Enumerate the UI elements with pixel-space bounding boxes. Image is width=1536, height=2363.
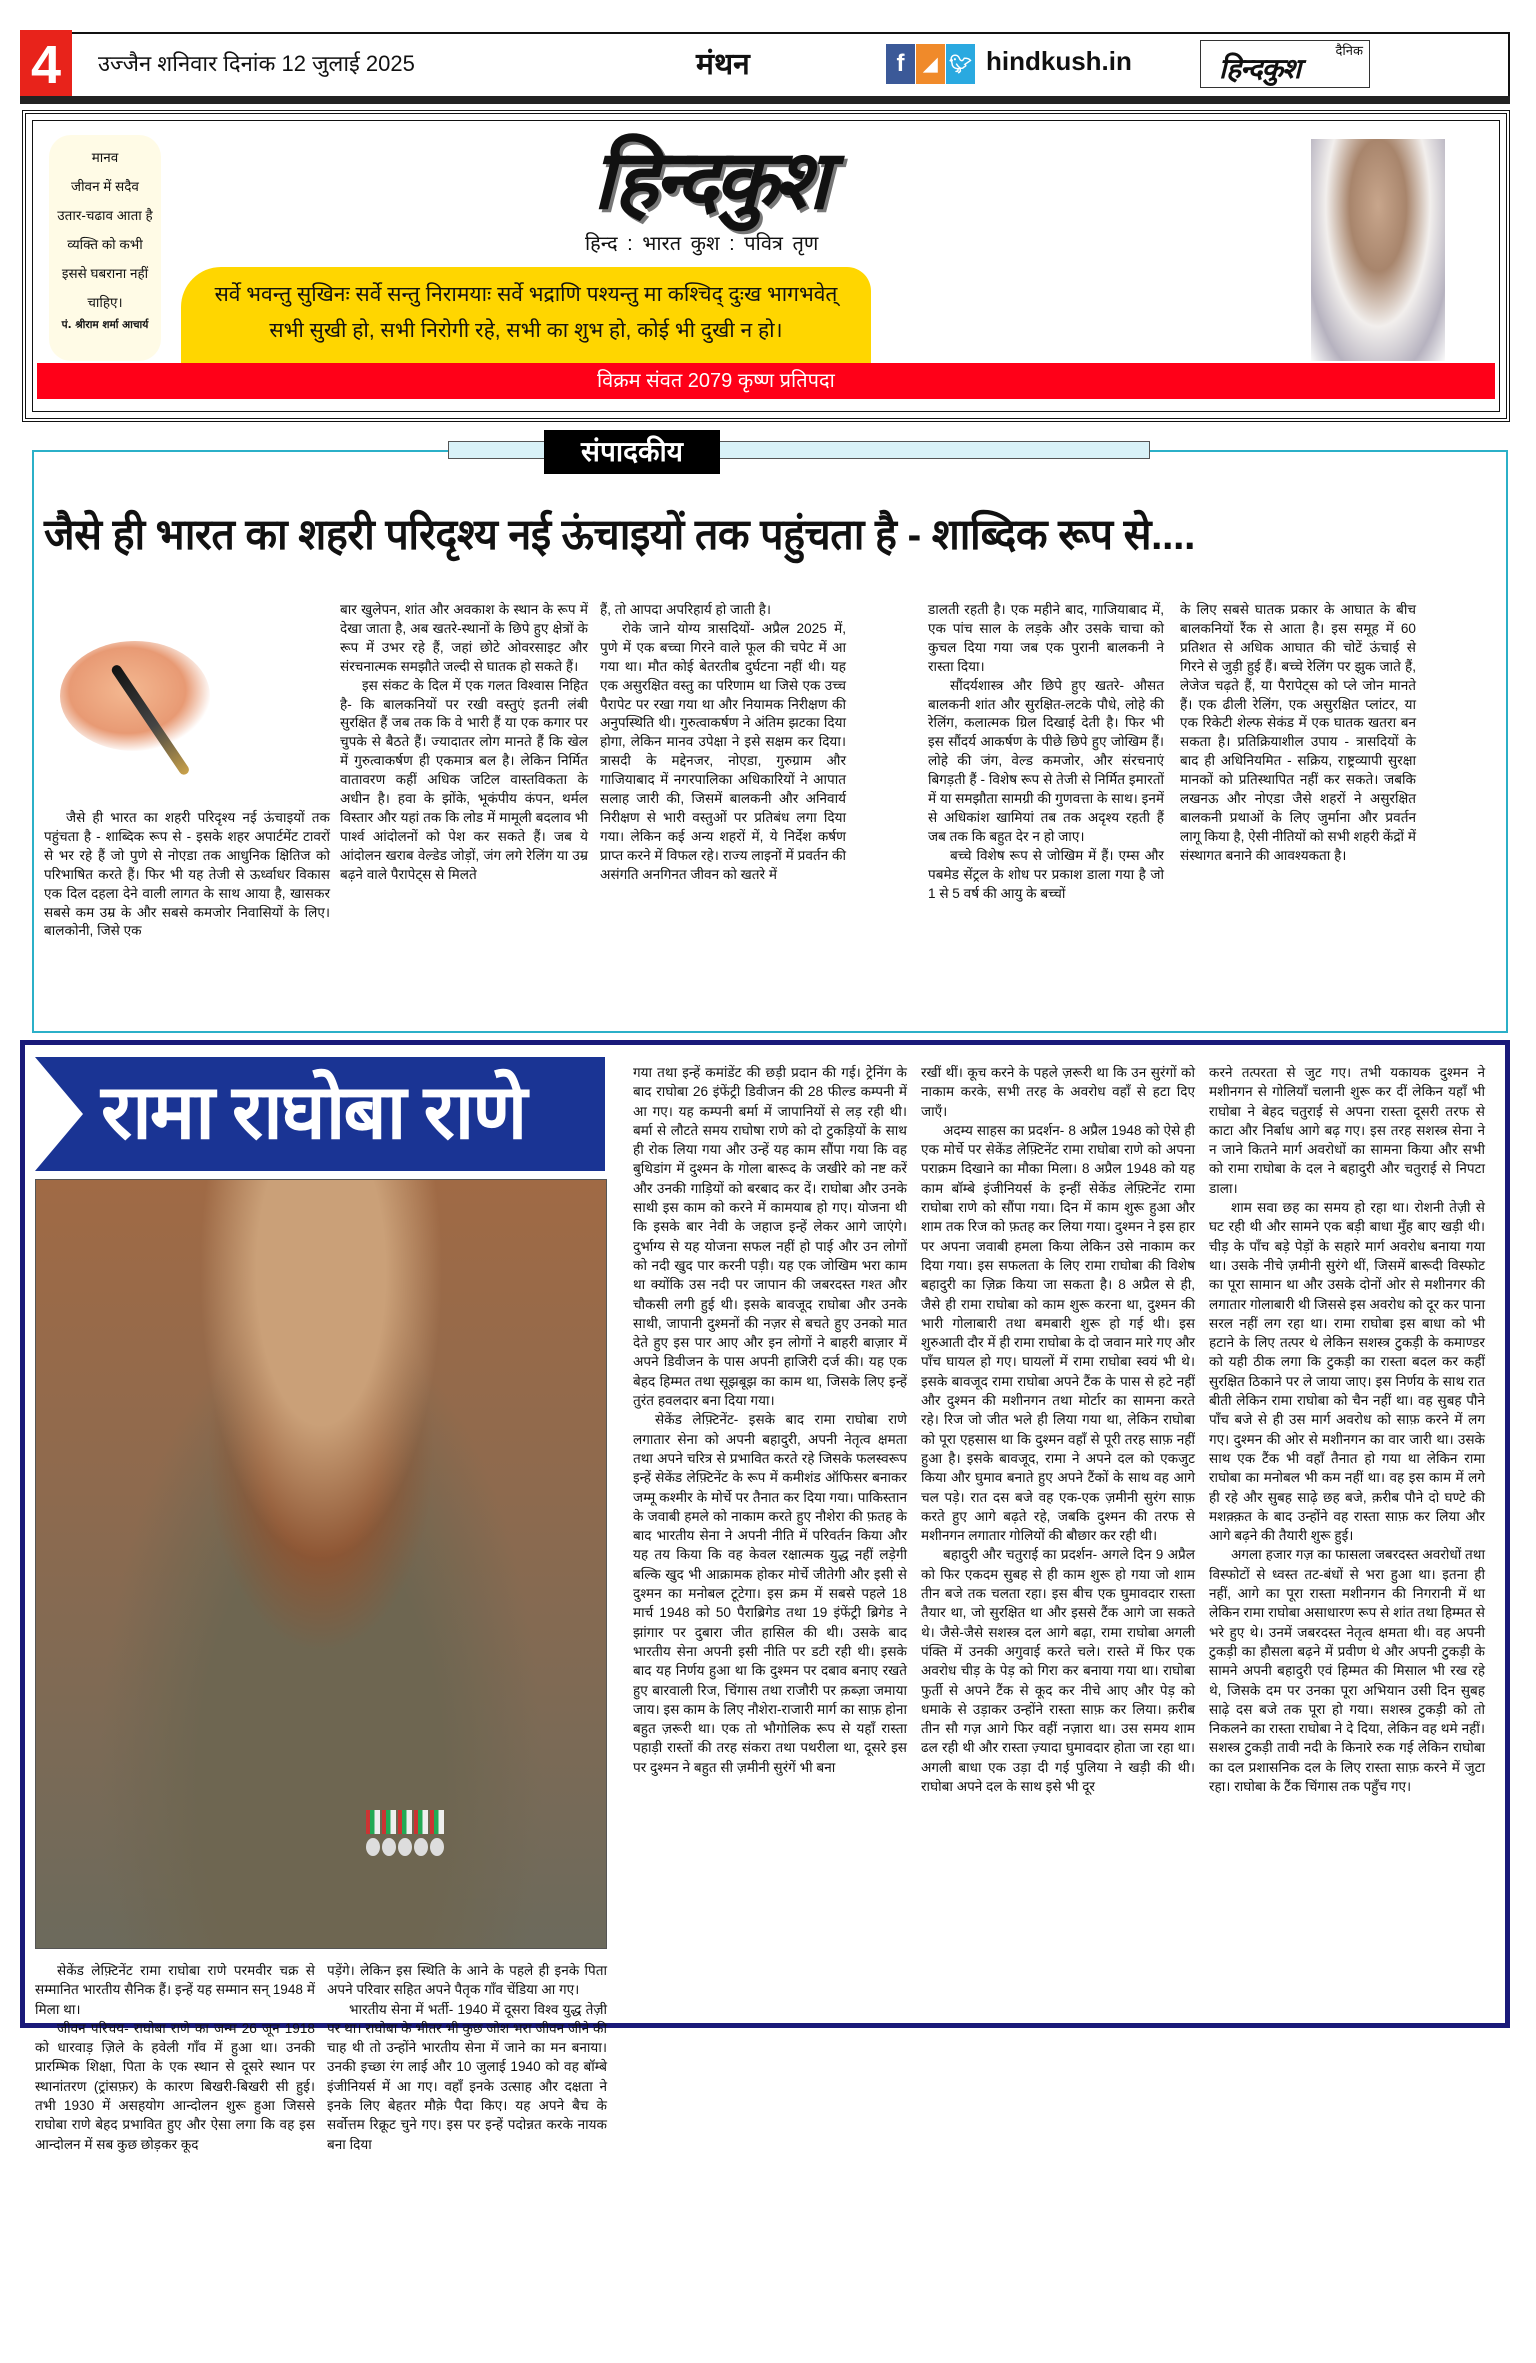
quote-line: व्यक्ति को कभी <box>67 237 143 252</box>
paragraph: सेकेंड लेफ़्टिनेंट रामा राघोबा राणे परमवीर चक्र से सम्मानित भारतीय सैनिक हैं। इन्हें यह सम्मान सन् 1948 में मिला था। <box>35 1963 315 2017</box>
samvat-bar: विक्रम संवत 2079 कृष्ण प्रतिपदा <box>37 363 1495 399</box>
header-divider <box>20 96 1510 104</box>
paragraph: करने तत्परता से जुट गए। तभी यकायक दुश्मन ने मशीनगन से गोलियाँ चलानी शुरू कर दीं लेकिन यहाँ भी राघोबा ने बेहद चतुराई से अपना रास्ता दूसरी तरफ से काटा और निर्बाध आगे बढ़ गए। इस तरह सशस्त्र सेना ने न जाने कितने मार्ग अवरोधों का सामना किया और सभी को रामा राघोबा के दल ने बहादुरी और चतुराई से निपटा डाला। <box>1209 1065 1485 1196</box>
masthead-frame <box>32 120 1500 412</box>
medals-graphic <box>366 1810 496 1880</box>
facebook-icon[interactable]: f <box>886 44 915 84</box>
logo-tagline: हिन्द : भारत कुश : पवित्र तृण <box>585 233 819 255</box>
quote-line: जीवन में सदैव <box>71 179 139 194</box>
paragraph: जीवन परिचय- राघोबा राणे का जन्म 26 जून 1918 को धारवाड़ ज़िले के हवेली गाँव में हुआ था। उनकी प्रारम्भिक शिक्षा, पिता के एक स्थान से दूसरे स्थान पर स्थानांतरण (ट्रांसफ़र) के कारण बिखरी-बिखरी सी हुई। तभी 1930 में असहयोग आन्दोलन शुरू हुआ जिससे राघोबा राणे बेहद प्रभावित हुए और ऐसा लगा कि वह इस आन्दोलन में सब कुछ छोड़कर कूद <box>35 2020 315 2152</box>
feature-column-3 <box>633 1063 907 1777</box>
editorial-column-4 <box>928 601 1164 904</box>
feature-column-5 <box>1209 1063 1485 1796</box>
paragraph: रखीं थीं। कूच करने के पहले ज़रूरी था कि उन सुरंगों को नाकाम करके, सभी तरह के अवरोध वहाँ से हटा दिए जाएँ। <box>921 1065 1195 1119</box>
masthead <box>22 110 1510 422</box>
mini-logo-prefix: दैनिक <box>1335 44 1363 59</box>
feature-banner <box>35 1057 605 1171</box>
paragraph: के लिए सबसे घातक प्रकार के आघात के बीच बालकनियों रैंक से आता है। इस समूह में 60 प्रतिशत से अधिक आघात की चोटें ऊंचाई से गिरने से जुड़ी हुई हैं। बच्चे रेलिंग पर झुक जाते हैं, लेजेज चढ़ते हैं, या पैरापेट्स को प्ले जोन मानते हैं। एक ढीली रेलिंग, एक असुरक्षित प्लांटर, या एक रिकेटी शेल्फ सेकंड में एक घातक खतरा बन सकता है। प्रतिक्रियाशील उपाय - त्रासदियों के बाद ही अधिनियमित - सक्रिय, राष्ट्रव्यापी सुरक्षा मानकों को प्रतिस्थापित नहीं कर सकते। जबकि लखनऊ और नोएडा जैसे शहरों ने असुरक्षित बालकनी प्रथाओं के लिए जुर्माना और प्रवर्तन लागू किया है, ऐसी नीतियों को सभी शहरी केंद्रों में संस्थागत बनाने की आवश्यकता है। <box>1180 602 1416 863</box>
paragraph: भारतीय सेना में भर्ती- 1940 में दूसरा विश्व युद्ध तेज़ी पर था। राघोबा के भीतर भी कुछ जोश भरा जीवन जीने की चाह थी तो उन्होंने भारतीय सेना में जाने का मन बनाया। उनकी इच्छा रंग लाई और 10 जुलाई 1940 को वह बॉम्बे इंजीनियर्स में आ गए। वहाँ इनके उत्साह और दक्षता ने इनके लिए बेहतर मौक़े पैदा किए। यह अपने बैच के सर्वोत्तम रिक्रूट चुने गए। इस पर इन्हें पदोन्नत करके नायक बना दिया <box>327 2001 607 2152</box>
paragraph: पड़ेंगे। लेकिन इस स्थिति के आने के पहले ही इनके पिता अपने परिवार सहित अपने पैतृक गाँव चेंडिया आ गए। <box>327 1963 607 1998</box>
twitter-icon[interactable]: 🐦︎ <box>946 44 975 84</box>
editorial-headline: जैसे ही भारत का शहरी परिदृश्य नई ऊंचाइयों तक पहुंचता है - शाब्दिक रूप से.... <box>44 511 1196 559</box>
mini-logo <box>1200 40 1370 88</box>
mantra-hindi: सभी सुखी हो, सभी निरोगी रहे, सभी का शुभ हो, कोई भी दुखी न हो। <box>269 319 783 342</box>
quote-line: मानव <box>91 150 119 165</box>
quote-line: चाहिए। <box>87 295 123 310</box>
website-link[interactable]: hindkush.in <box>986 46 1132 76</box>
feature-article <box>20 1040 1510 2152</box>
paragraph: सेकेंड लेफ़्टिनेंट- इसके बाद रामा राघोबा राणे लगातार सेना को अपनी बहादुरी, अपनी नेतृत्व क्षमता तथा अपने चरित्र से प्रभावित करते रहे जिसके फलस्वरूप इन्हें सेकेंड लेफ़्टिनेंट के रूप में कमीशंड ऑफिसर बनाकर जम्मू कश्मीर के मोर्चे पर तैनात कर दिया गया। पाकिस्तान के जवाबी हमले को नाकाम करते हुए नौशेरा की फ़तह के बाद भारतीय सेना ने अपनी नीति में परिवर्तन किया और यह तय किया कि वह केवल रक्षात्मक युद्ध नहीं लड़ेगी बल्कि खुद भी आक्रामक होकर मोर्चे जीतेगी और इसी से दुश्मन का मनोबल टूटेगा। इस क्रम में सबसे पहले 18 मार्च 1948 को 50 पैराब्रिगेड तथा 19 इंफेंट्री ब्रिगेड ने झांगार पर दुबारा जीत हासिल की थी। उसके बाद भारतीय सेना अपनी इसी नीति पर डटी रही थी। इसके बाद यह निर्णय हुआ था कि दुश्मन पर दबाव बनाए रखते हुए बारवाली रिज, चिंगास तथा राजौरी पर क़ब्ज़ा जमाया जाय। इस काम के लिए नौशेरा-राजारी मार्ग का साफ़ होना बहुत ज़रूरी था। एक तो भौगोलिक रूप से यहाँ रास्ता पहाड़ी रास्तों की तरह संकरा तथा पथरीला था, दूसरे इस पर दुश्मन ने बहुत सी ज़मीनी सुरंगें भी बना <box>633 1412 907 1775</box>
paragraph: अदम्य साहस का प्रदर्शन- 8 अप्रैल 1948 को ऐसे ही एक मोर्चे पर सेकेंड लेफ़्टिनेंट रामा राघोबा राणे को अपना पराक्रम दिखाने का मौका मिला। 8 अप्रैल 1948 को यह काम बॉम्बे इंजीनियर्स के इन्हीं सेकेंड लेफ़्टिनेंट रामा राघोबा राणे को सौंपा गया। दिन में काम शुरू हुआ और शाम तक रिज को फ़तह कर लिया गया। दुश्मन ने इस हार पर अपना जवाबी हमला किया लेकिन उसे नाकाम कर दिया गया। इस सफलता के लिए रामा राघोबा की विशेष बहादुरी का ज़िक्र किया जा सकता है। 8 अप्रैल से ही, जैसे ही रामा राघोबा को काम शुरू करना था, दुश्मन की भारी गोलाबारी तथा बमबारी शुरू हो गई थी। इस शुरुआती दौर में ही रामा राघोबा के दो जवान मारे गए और पाँच घायल हो गए। घायलों में रामा राघोबा स्वयं भी थे। इसके बावजूद रामा राघोबा अपने टैंक के पास से हटे नहीं और दुश्मन की मशीनगन तथा मोर्टार का सामना करते रहे। रिज जो जीत भले ही लिया गया था, लेकिन राघोबा को पूरा एहसास था कि दुश्मन वहाँ से पूरी तरह साफ़ नहीं हुआ है। इसके बावजूद, रामा ने अपने दल को एकजुट किया और घुमाव बनाते हुए अपने टैंकों के साथ वह आगे चल पड़े। रात दस बजे वह एक-एक ज़मीनी सुरंग साफ़ करते हुए आगे बढ़ते रहे, जबकि दुश्मन की तरफ से मशीनगन लगातार गोलियों की बौछार कर रही थी। <box>921 1122 1195 1544</box>
mantra-sanskrit: सर्वे भवन्तु सुखिनः सर्वे सन्तु निरामयाः सर्वे भद्राणि पश्यन्तु मा कश्चिद् दुःख भागभवेत् <box>214 283 838 306</box>
newspaper-logo: हिन्दकुश <box>593 132 826 228</box>
page-header <box>20 30 1510 104</box>
paragraph: गया तथा इन्हें कमांडेंट की छड़ी प्रदान की गई। ट्रेनिंग के बाद राघोबा 26 इंफेंट्री डिवीजन की 28 फील्ड कम्पनी में आ गए। यह कम्पनी बर्मा में जापानियों से लड़ रही थी। बर्मा से लौटते समय राघोषा राणे को दो टुकड़ियों के साथ ही रोक लिया गया और उन्हें यह काम सौंपा गया कि वह बुथिडांग में दुश्मन के गोला बारूद के जखीरे को नष्ट करें और उनकी गाड़ियों को बरबाद कर दें। राघोबा और उनके साथी इस काम को करने में कामयाब हो गए। योजना थी कि इसके बार नेवी के जहाज इन्हें लेकर आगे जाएंगे। दुर्भाग्य से यह योजना सफल नहीं हो पाई और उन लोगों को नदी खुद पार करनी पड़ी। यह एक जोखिम भरा काम था क्योंकि उस नदी पर जापान की जबरदस्त गश्त और चौकसी लगी हुई थी। इसके बावजूद राघोबा और उनके साथी, जापानी दुश्मनों की नज़र से बचते हुए उनको मात देते हुए इस पार आए और इन लोगों ने बाहरी बाज़ार में अपने डिवीजन के पास अपनी हाजिरी दर्ज की। यह एक बेहद हिम्मत तथा सूझबूझ का काम था, जिसके लिए इन्हें तुरंत हवलदार बना दिया गया। <box>633 1065 907 1409</box>
paragraph: बहादुरी और चतुराई का प्रदर्शन- अगले दिन 9 अप्रैल को फिर एकदम सुबह से ही काम शुरू हो गया जो शाम तीन बजे तक चलता रहा। इस बीच एक घुमावदार रास्ता तैयार था, जो सुरक्षित था और इससे टैंक आगे जा सकते थे। जैसे-जैसे सशस्त्र दल आगे बढ़ा, रामा राघोबा अगली पंक्ति में उनकी अगुवाई करते चले। रास्ते में फिर एक अवरोध चीड़ के पेड़ को गिरा कर बनाया गया था। राघोबा फुर्ती से अपने टैंक से कूद कर नीचे आए और पेड़ को धमाके से उड़ाकर उन्होंने रास्ता साफ़ कर लिया। क़रीब तीन सौ गज़ आगे फिर वहीं नज़ारा था। उस समय शाम ढल रही थी और रास्ता ज़्यादा घुमावदार होता जा रहा था। अगली बाधा एक उड़ा दी गई पुलिया ने खड़ी की थी। राघोबा अपने दल के साथ इसे भी दूर <box>921 1547 1195 1794</box>
quote-line: उतार-चढाव आता है <box>57 208 153 223</box>
editorial-label: संपादकीय <box>544 430 720 474</box>
paragraph: शाम सवा छह का समय हो रहा था। रोशनी तेज़ी से घट रही थी और सामने एक बड़ी बाधा मुँह बाए खड़ी थी। चीड़ के पाँच बड़े पेड़ों के सहारे मार्ग अवरोध बनाया गया था। उसके नीचे ज़मीनी सुरंगे थीं, जिसमें बारूदी विस्फोट का पूरा सामान था और उसके दोनों ओर से मशीनगर की लगातार गोलाबारी थी जिससे इस अवरोध को दूर कर पाना सरल नहीं लग रहा था। रामा राघोबा इस बाधा को भी हटाने के लिए तत्पर थे लेकिन सशस्त्र टुकड़ी के कमाण्डर को यही ठीक लगा कि टुकड़ी का रास्ता बदल कर कहीं सुरक्षित ठिकाने पर ले जाया जाए। इस निर्णय के साथ रात बीती लेकिन रामा राघोबा को चैन नहीं था। वह सुबह पौने पाँच बजे से ही उस मार्ग अवरोध को साफ़ करने में लग गए। दुश्मन की ओर से मशीनगन का वार जारी था। उसके साथ एक टैंक भी वहाँ तैनात हो गया था लेकिन रामा राघोबा का मनोबल भी कम नहीं था। वह इस काम में लगे ही रहे और सुबह साढ़े छह बजे, क़रीब पौने दो घण्टे की मशक़्क़त के बाद उन्होंने वह रास्ता साफ़ कर लिया और आगे बढ़ने की तैयारी शुरू हुई। <box>1209 1200 1485 1544</box>
paragraph: बच्चे विशेष रूप से जोखिम में हैं। एम्स और पबमेड सेंट्रल के शोध पर प्रकाश डाला गया है जो 1 से 5 वर्ष की आयु के बच्चों <box>928 847 1164 901</box>
social-links <box>886 44 975 84</box>
paragraph: सौंदर्यशास्त्र और छिपे हुए खतरे- औसत बालकनी शांत और सुरक्षित-लटके पौधे, लोहे की रेलिंग, कलात्मक ग्रिल दिखाई देती है। फिर भी इस सौंदर्य आकर्षण के पीछे छिपे हुए जोखिम हैं। लोहे की जंग, वेल्ड कमजोर, और संरचनाएं बिगड़ती हैं - विशेष रूप से तेजी से निर्मित इमारतों में या समझौता सामग्री की गुणवत्ता के साथ। इनमें से अधिकांश खामियां तब तक अदृश्य रहती हैं जब तक कि बहुत देर न हो जाए। <box>928 677 1164 844</box>
editorial-column-5 <box>1180 601 1416 866</box>
mantra-box <box>181 267 871 363</box>
editorial-column-3 <box>600 601 846 885</box>
editorial-column-1 <box>44 809 330 941</box>
dateline: उज्जैन शनिवार दिनांक 12 जुलाई 2025 <box>98 51 415 76</box>
feature-column-2 <box>327 1961 607 2154</box>
section-title: मंथन <box>696 47 750 82</box>
soldier-portrait <box>35 1179 607 1949</box>
editorial-column-2 <box>340 601 588 885</box>
feature-column-1 <box>35 1961 315 2154</box>
feature-title: रामा राघोबा राणे <box>101 1070 526 1155</box>
page-number: 4 <box>20 30 72 100</box>
founder-portrait <box>1311 139 1445 361</box>
rss-icon[interactable]: ◢ <box>916 44 945 84</box>
mini-logo-name: हिन्दकुश <box>1219 52 1301 85</box>
paragraph: अगला हजार गज़ का फासला जबरदस्त अवरोधों तथा विस्फोटों से ध्वस्त तट-बंधों से भरा हुआ था। इतना ही नहीं, आगे का पूरा रास्ता मशीनगन की निगरानी में था लेकिन रामा राघोबा असाधारण रूप से शांत तथा हिम्मत से भरे हुए थे। उनमें जबरदस्त नेतृत्व क्षमता थी। वह अपनी टुकड़ी का हौसला बढ़ने में प्रवीण थे और अपनी टुकड़ी के सामने अपनी बहादुरी एवं हिम्मत की मिसाल भी रख रहे थे, जिसके दम पर उनका पूरा अभियान उसी दिन सुबह साढ़े दस बजे तक पूरा हो गया। सशस्त्र टुकड़ी को तो निकलने का रास्ता राघोबा ने दे दिया, लेकिन वह थमे नहीं। सशस्त्र टुकड़ी तावी नदी के किनारे रुक गई लेकिन राघोबा का दल प्रशासनिक दल के लिए रास्ता साफ़ करने में जुटा रहा। राघोबा के टैंक चिंगास तक पहुँच गए। <box>1209 1547 1485 1794</box>
paragraph: जैसे ही भारत का शहरी परिदृश्य नई ऊंचाइयों तक पहुंचता है - शाब्दिक रूप से - इसके शहर अपार्टमेंट टावरों से भर रहे हैं जो पुणे से नोएडा तक आधुनिक क्षितिज को परिभाषित करते हैं। फिर भी यह तेजी से ऊर्ध्वाधर विकास एक दिल दहला देने वाली लागत के साथ आया है, खासकर सबसे कम उम्र के और सबसे कमजोर निवासियों के लिए। बालकोनी, जिसे एक <box>44 810 330 939</box>
quote-line: इससे घबराना नहीं <box>61 266 149 281</box>
quote-box <box>49 135 161 361</box>
paragraph: इस संकट के दिल में एक गलत विश्वास निहित है- कि बालकनियों पर रखी वस्तुएं इतनी लंबी सुरक्षित हैं जब तक कि वे भारी हैं या एक कगार पर चुपके से बैठते हैं। ज्यादातर लोग मानते हैं कि खेल में गुरुत्वाकर्षण ही एकमात्र बल है। लेकिन निर्मित वातावरण कहीं अधिक जटिल वास्तविकता के अधीन है। हवा के झोंके, भूकंपीय कंपन, थर्मल विस्तार और यहां तक कि लोड में मामूली बदलाव भी पार्श्व आंदोलनों को पेश कर सकते हैं। जब ये आंदोलन खराब वेल्डेड जोड़ों, जंग लगे रेलिंग या उम्र बढ़ने वाले पैरापेट्स से मिलते <box>340 677 588 882</box>
quote-author: पं. श्रीराम शर्मा आचार्य <box>61 319 149 331</box>
paragraph: डालती रहती है। एक महीने बाद, गाजियाबाद में, एक पांच साल के लड़के और उसके चाचा को कुचल दिया गया जब एक पुरानी बालकनी ने रास्ता दिया। <box>928 602 1164 674</box>
paragraph: रोके जाने योग्य त्रासदियों- अप्रैल 2025 में, पुणे में एक बच्चा गिरने वाले फूल की चपेट में आ गया था। मौत कोई बेतरतीब दुर्घटना नहीं थी। यह एक असुरक्षित वस्तु का परिणाम था जिसे एक उच्च पैरापेट पर रखा गया था और नियामक निरीक्षण की अनुपस्थिति थी। गुरुत्वाकर्षण ने अंतिम झटका दिया होगा, लेकिन मानव उपेक्षा ने इसे सक्षम कर दिया। त्रासदी के मद्देनजर, नोएडा, गुरुग्राम और गाजियाबाद में नगरपालिका अधिकारियों ने आपात सलाह जारी की, जिसमें बालकनी और अनिवार्य निरीक्षण से भारी वस्तुओं पर प्रतिबंध लगा दिया गया। लेकिन कई अन्य शहरों में, ये निर्देश कर्षण प्राप्त करने में विफल रहे। राज्य लाइनों में प्रवर्तन की असंगति अनगिनत जीवन को खतरे में <box>600 620 846 882</box>
paragraph: बार खुलेपन, शांत और अवकाश के स्थान के रूप में देखा जाता है, अब खतरे-स्थानों के छिपे हुए क्षेत्रों के रूप में उभर रहे हैं, जहां छोटे ओवरसाइट और संरचनात्मक समझौते जल्दी से घातक हो सकते हैं। <box>340 602 588 674</box>
feature-column-4 <box>921 1063 1195 1796</box>
banner-arrow-icon <box>35 1057 83 1171</box>
paragraph: हैं, तो आपदा अपरिहार्य हो जाती है। <box>600 602 772 617</box>
editorial-box <box>32 451 1508 1033</box>
pen-hand-illustration <box>54 601 244 741</box>
